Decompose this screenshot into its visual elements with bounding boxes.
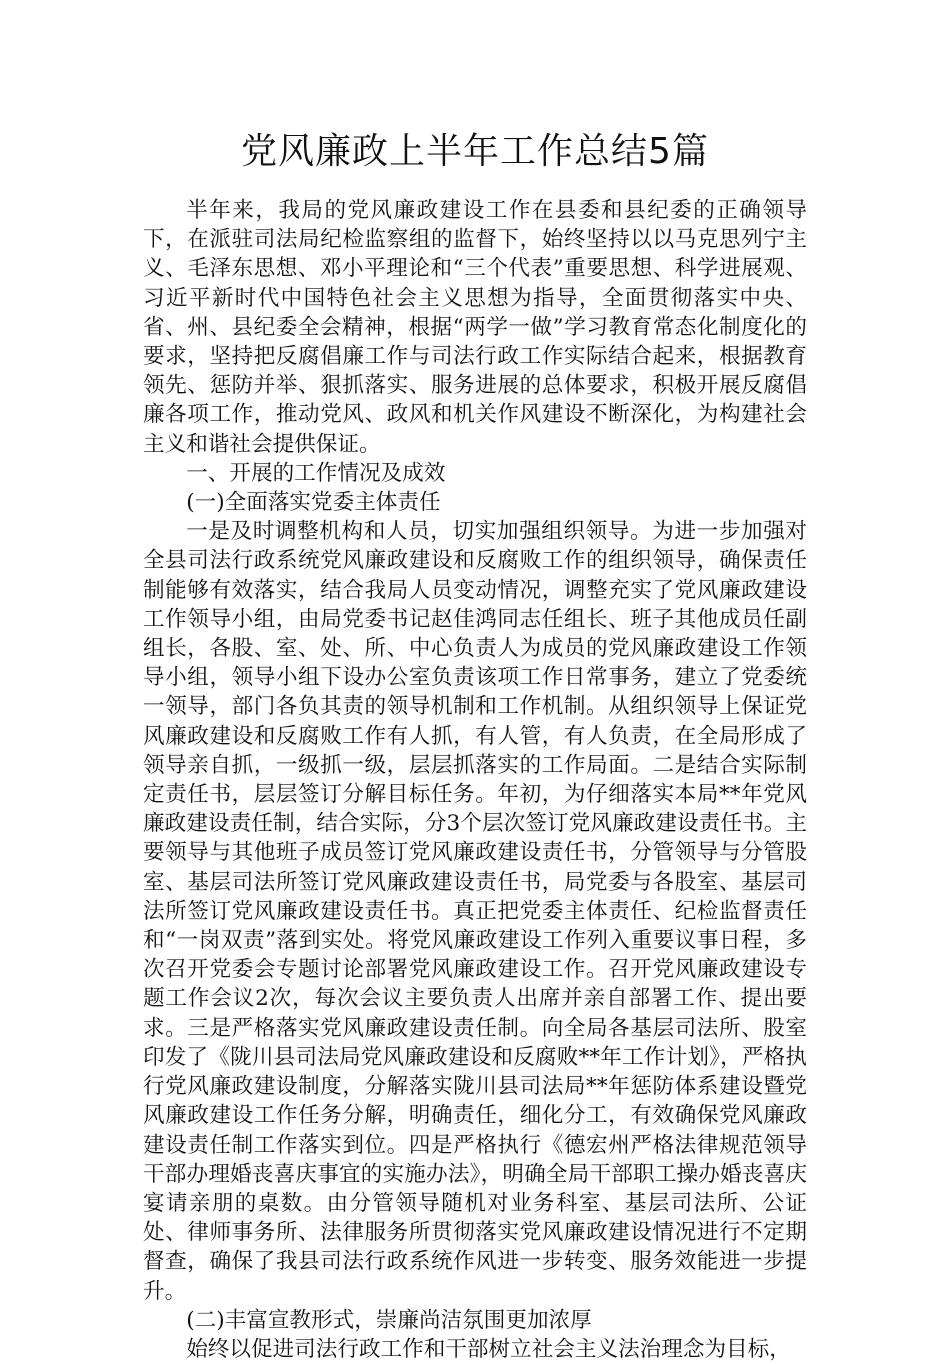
section-heading-1: 一、开展的工作情况及成效 (186, 460, 446, 486)
body-paragraph-1: 一是及时调整机构和人员，切实加强组织领导。为进一步加强对全县司法行政系统党风廉政建设和反腐败工作的组织领导，确保责任制能够有效落实，结合我局人员变动情况，调整充实了党风廉政建设工作领导小组，由局党委书记赵佳鸿同志任组长、班子其他成员任副组长，各股、室、处、所、中心负责人为成员的党风廉政建设工作领导小组，领导小组下设办公室负责该项工作日常事务，建立了党委统一领导，部门各负其责的领导机制和工作机制。从组织领导上保证党风廉政建设和反腐败工作有人抓，有人管，有人负责，在全局形成了领导亲自抓，一级抓一级，层层抓落实的工作局面。二是结合实际制定责任书，层层签订分解目标任务。年初，为仔细落实本局**年党风廉政建设责任制，结合实际，分3个层次签订党风廉政建设责任书。主要领导与其他班子成员签订党风廉政建设责任书，分管领导与分管股室、基层司法所签订党风廉政建设责任书，局党委与各股室、基层司法所签订党风廉政建设责任书。真正把党委主体责任、纪检监督责任和“一岗双责”落到实处。将党风廉政建设工作列入重要议事日程，多次召开党委会专题讨论部署党风廉政建设工作。召开党风廉政建设专题工作会议2次，每次会议主要负责人出席并亲自部署工作、提出要求。三是严格落实党风廉政建设责任制。向全局各基层司法所、股室印发了《陇川县司法局党风廉政建设和反腐败**年工作计划》，严格执行党风廉政建设制度，分解落实陇川县司法局**年惩防体系建设暨党风廉政建设工作任务分解，明确责任，细化分工，有效确保党风廉政建设责任制工作落实到位。四是严格执行《德宏州严格法律规范领导干部办理婚丧喜庆事宜的实施办法》，明确全局干部职工操办婚丧喜庆宴请亲朋的桌数。由分管领导随机对业务科室、基层司法所、公证处、律师事务所、法律服务所贯彻落实党风廉政建设情况进行不定期督查，确保了我县司法行政系统作风进一步转变、服务效能进一步提升。 (143, 519, 807, 1304)
document-body (143, 196, 807, 1364)
document-title: 党风廉政上半年工作总结5篇 (241, 131, 709, 172)
subsection-heading-1: (一)全面落实党委主体责任 (186, 490, 441, 516)
subsection-heading-2: (二)丰富宣教形式，崇廉尚洁氛围更加浓厚 (186, 1307, 592, 1333)
intro-paragraph: 半年来，我局的党风廉政建设工作在县委和县纪委的正确领导下，在派驻司法局纪检监察组的监督下，始终坚持以以马克思列宁主义、毛泽东思想、邓小平理论和“三个代表”重要思想、科学进展观、习近平新时代中国特色社会主义思想为指导，全面贯彻落实中央、省、州、县纪委全会精神，根据“两学一做”学习教育常态化制度化的要求，坚持把反腐倡廉工作与司法行政工作实际结合起来，根据教育领先、惩防并举、狠抓落实、服务进展的总体要求，积极开展反腐倡廉各项工作，推动党风、政风和机关作风建设不断深化，为构建社会主义和谐社会提供保证。 (143, 198, 807, 457)
body-paragraph-2: 始终以促进司法行政工作和干部树立社会主义法治理念为目标， (186, 1336, 791, 1362)
